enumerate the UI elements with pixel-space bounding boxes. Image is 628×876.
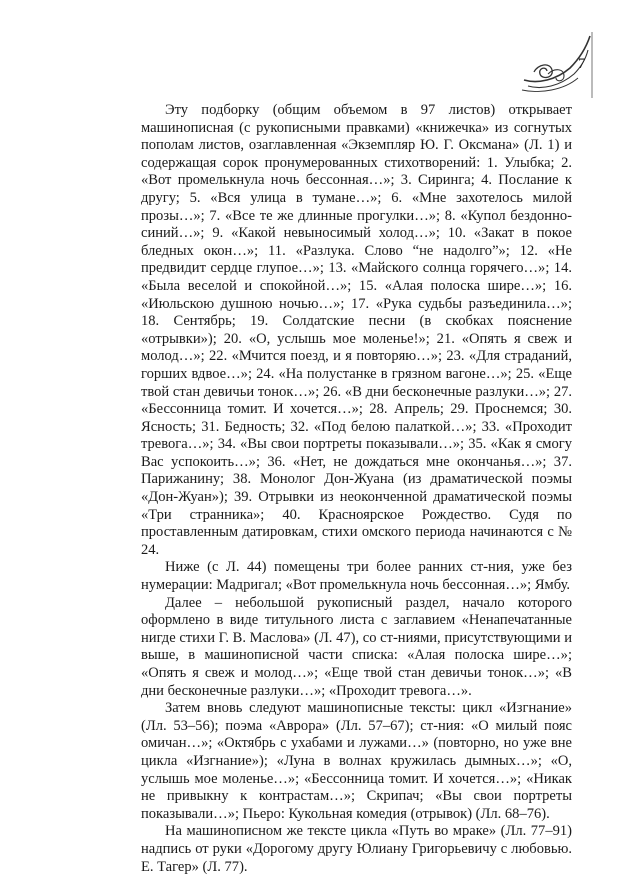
- paragraph-collection-contents: Эту подборку (общим объемом в 97 листов) открывает машинописная (с рукописными правками) «книжечка» из согнутых пополам листов, озаглавленная «Экземпляр Ю. Г. Оксмана» (Л. 1) и содержащая сорок пронумерованных стихотворений: 1. Улыбка; 2. «Вот промелькнула ночь бессонная…»; 3. Сиринга; 4. Послание к другу; 5. «Вся улица в тумане…»; 6. «Мне захотелось милой прозы…»; 7. «Все те же длинные прогулки…»; 8. «Купол бездонно-синий…»; 9. «Какой невыносимый холод…»; 10. «Закат в покое бледных окон…»; 11. «Разлука. Слово “не надолго”»; 12. «Не предвидит сердце глупое…»; 13. «Майского солнца горячего…»; 14. «Была веселой и спокойной…»; 15. «Алая полоска шире…»; 16. «Июльскою душною ночью…»; 17. «Рука судьбы разъединила…»; 18. Сентябрь; 19. Солдатские песни (в скобках пояснение «отрывки»); 20. «О, услышь мое моленье!»; 21. «Опять я свеж и молод…»; 22. «Мчится поезд, и я повторяю…»; 23. «Для страданий, горших вдвое…»; 24. «На полустанке в грязном вагоне…»; 25. «Еще твой стан девичьи тонок…»; 26. «В дни бесконечные разлуки…»; 27. «Бессонница томит. И хочется…»; 28. Апрель; 29. Проснемся; 30. Ясность; 31. Бедность; 32. «Под белою палаткой…»; 33. «Проходит тревога…»; 34. «Вы свои портреты показывали…»; 35. «Как я смогу Вас успокоить…»; 36. «Нет, не дождаться мне окончанья…»; 37. Парижанину; 38. Монолог Дон-Жуана (из драматической поэмы «Дон-Жуан»); 39. Отрывки из неоконченной драматической поэмы «Три странника»; 40. Красноярское Рождество. Судя по проставленным датировкам, стихи омского периода начинаются с № 24.: [141, 102, 572, 558]
- paragraph-dedication: На машинописном же тексте цикла «Путь во мраке» (Лл. 77–91) надпись от руки «Дорогому другу Юлиану Григорьевичу с любовью. Е. Тагер» (Л. 77).: [141, 823, 572, 875]
- paragraph-handwritten-section: Далее – небольшой рукописный раздел, начало которого оформлено в виде титульного листа с заглавием «Ненапечатанные нигде стихи Г. В. Маслова» (Л. 47), со ст-ниями, присутствующими и выше, в машинописной части списка: «Алая полоска шире…»; «Опять я свеж и молод…»; «Еще твой стан девичьи тонок…»; «В дни бесконечные разлуки…»; «Проходит тревога…».: [141, 594, 572, 699]
- page-number: 7: [578, 56, 586, 72]
- body-text: [141, 102, 572, 876]
- swirl-ornament-icon: [520, 28, 600, 100]
- paragraph-earlier-poems: Ниже (с Л. 44) помещены три более ранних ст-ния, уже без нумерации: Мадригал; «Вот промелькнула ночь бессонная…»; Ямбу.: [141, 559, 572, 594]
- paragraph-typewritten-texts: Затем вновь следуют машинописные тексты: цикл «Изгнание» (Лл. 53–56); поэма «Аврора» (Лл. 57–67); ст-ния: «О милый пояс омичан…»; «Октябрь с ухабами и лужами…» (повторно, но уже вне цикла «Изгнание»); «Луна в волнах кружилась дымных…»; «О, услышь мое моленье…»; «Бессонница томит. И хочется…»; «Никак не привыкну к контрастам…»; Скрипач; «Вы свои портреты показывали…»; Пьеро: Кукольная комедия (отрывок) (Лл. 68–76).: [141, 700, 572, 822]
